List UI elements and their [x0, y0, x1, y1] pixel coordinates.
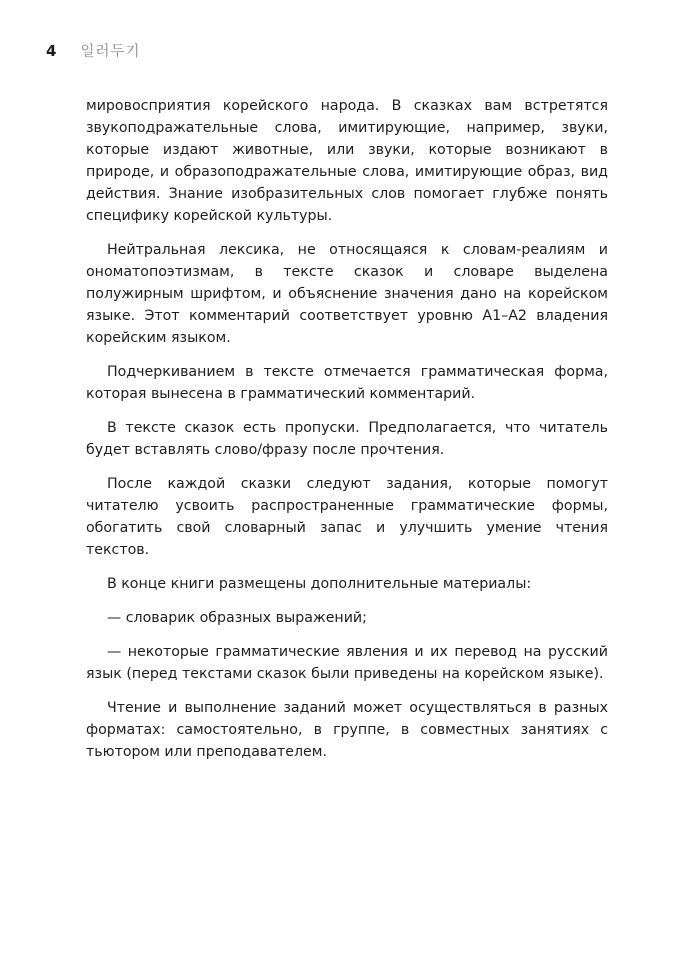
list-item-glossary: — словарик образных выражений; — [107, 610, 367, 626]
paragraph-gaps: В тексте сказок есть пропуски. Предполагается, что читатель будет вставлять слово/фразу после прочтения. — [86, 420, 608, 458]
paragraph-underline: Подчеркиванием в тексте отмечается грамматическая форма, которая вынесена в грамматический комментарий. — [86, 364, 608, 402]
list-item-grammar: — некоторые грамматические явления и их перевод на русский язык (перед текстами сказок были приведены на корейском языке). — [86, 644, 608, 682]
section-title: 일러두기 — [80, 44, 141, 60]
page-number: 4 — [46, 42, 57, 60]
paragraph-materials-intro: В конце книги размещены дополнительные материалы: — [107, 576, 532, 592]
paragraph-exercises: После каждой сказки следуют задания, которые помогут читателю усвоить распространенные грамматические формы, обогатить свой словарный запас и улучшить умение чтения текстов. — [86, 476, 608, 558]
body-text — [86, 95, 608, 775]
paragraph-neutral-vocabulary: Нейтральная лексика, не относящаяся к словам-реалиям и ономатопоэтизмам, в тексте сказок и словаре выделена полужирным шрифтом, и объяснение значения дано на корейском языке. Этот комментарий соответствует уровню А1–А2 владения корейским языком. — [86, 242, 608, 346]
paragraph-formats: Чтение и выполнение заданий может осуществляться в разных форматах: самостоятельно, в группе, в совместных занятиях с тьютором или преподавателем. — [86, 700, 608, 760]
running-head — [46, 40, 140, 62]
paragraph-continuation: мировосприятия корейского народа. В сказках вам встретятся звукоподражательные слова, имитирующие, например, звуки, которые издают животные, или звуки, которые возникают в природе, и образоподражательные слова, имитирующие образ, вид действия. Знание изобразительных слов помогает глубже понять специфику корейской культуры. — [86, 98, 608, 224]
